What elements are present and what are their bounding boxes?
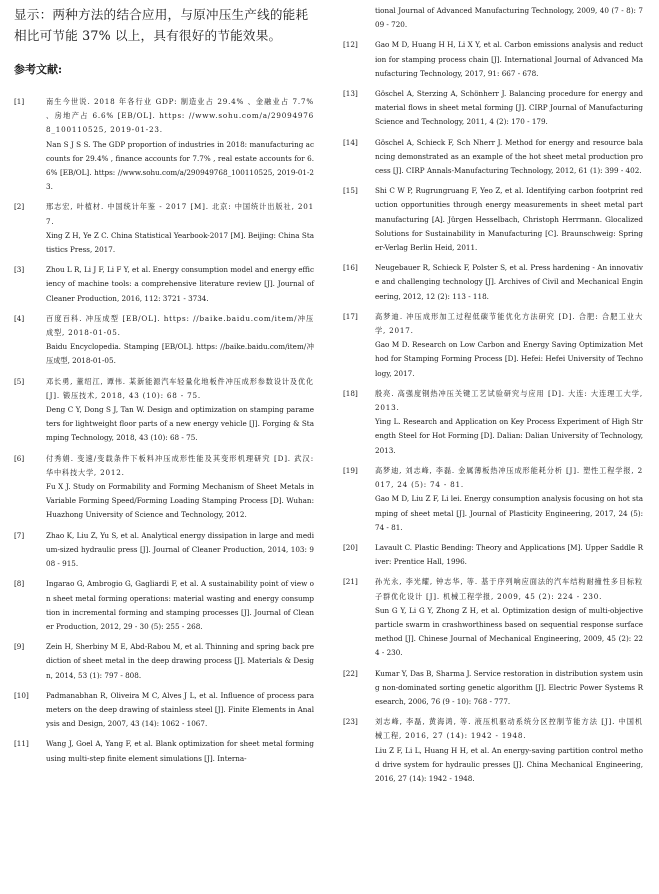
reference-number: [5] (14, 376, 25, 386)
reference-text: 邢志宏, 叶植材. 中国统计年鉴 - 2017 [M]. 北京: 中国统计出版社, 2017. (46, 202, 314, 226)
reference-number: [23] (343, 717, 358, 727)
reference-number: [19] (343, 465, 358, 475)
reference-item (343, 261, 643, 304)
reference-text: 百度百科. 冲压成型 [EB/OL]. https: //baike.baidu.com/item/冲压成型, 2018-01-05. (46, 313, 314, 338)
reference-item (14, 95, 314, 194)
reference-text: Ying L. Research and Application on Key Process Experiment of High Strength Steel for Hot Forming [D]. Dalian: Dalian University of Technology, 2013. (375, 417, 643, 455)
reference-number: [16] (343, 263, 358, 273)
reference-number: [8] (14, 579, 25, 589)
reference-item (14, 375, 314, 446)
reference-item (343, 4, 643, 32)
reference-text: Baidu Encyclopedia. Stamping [EB/OL]. https: //baike.baidu.com/item/冲压成型, 2018-01-05. (46, 342, 314, 366)
intro-paragraph: 显示：两种方法的结合应用，与原冲压生产线的能耗相比可节能 37% 以上，具有很好的节能效果。 (14, 7, 309, 43)
reference-text: Gao M D, Huang H H, Li X Y, et al. Carbon emissions analysis and reduction for stamping process chain [J]. International Journal of Advanced Manufacturing Technology, 2017, 91: 667 - 678. (375, 40, 643, 78)
reference-text: Wang J, Goel A, Yang F, et al. Blank optimization for sheet metal forming using multi-step finite element simulations [J]. Interna- (46, 739, 314, 763)
reference-number: [17] (343, 311, 358, 321)
reference-item (14, 529, 314, 572)
reference-item (343, 387, 643, 458)
reference-item (14, 200, 314, 257)
reference-text: Shi C W P, Rugrungruang F, Yeo Z, et al. Identifying carbon footprint reduction opportunities through energy measurements in sheet metal part manufacturing [A]. Jürgen Hesselbach, Christoph Herrmann. Glocalized Solutions for Sustainability in Manufacturing [C]. Braunschweig: Springer-Verlag Berlin Heid, 2011. (375, 186, 643, 253)
reference-number: [12] (343, 40, 358, 50)
reference-item (14, 452, 314, 523)
reference-text: 付秀娟. 变速/变载条件下板料冲压成形性能及其变形机理研究 [D]. 武汉: 华中科技大学, 2012. (46, 453, 314, 477)
reference-text: Kumar Y, Das B, Sharma J. Service restoration in distribution system using non-dominated sorting genetic algorithm [J]. Electric Power Systems Research, 2006, 76 (9 - 10): 768 - 777. (375, 668, 643, 706)
reference-number: [22] (343, 668, 358, 678)
reference-text: Göschel A, Sterzing A, Schönherr J. Balancing procedure for energy and material flows in sheet metal forming [J]. CIRP Journal of Manufacturing Science and Technology, 2011, 4 (2): 170 - 179. (375, 89, 643, 127)
reference-text: 南生今世说. 2018 年各行业 GDP: 制造业占 29.4% 、金融业占 7.7% 、房地产占 6.6% [EB/OL]. https: //www.sohu.com/a/290949768_100110525, 2019-01-23. (46, 97, 314, 135)
reference-text: Xing Z H, Ye Z C. China Statistical Yearbook-2017 [M]. Beijing: China Statistics Press, 2017. (46, 230, 314, 255)
reference-number: [14] (343, 137, 358, 147)
reference-text: 高梦迪, 刘志峰, 李磊. 金属薄板热冲压成形能耗分析 [J]. 塑性工程学报, 2017, 24 (5): 74 - 81. (375, 465, 643, 490)
reference-number: [21] (343, 577, 358, 587)
reference-text: 孙光永, 李光耀, 钟志华, 等. 基于序列响应面法的汽车结构耐撞性多目标粒子群优化设计 [J]. 机械工程学报, 2009, 45 (2): 224 - 230. (375, 577, 643, 601)
reference-text: Zhao K, Liu Z, Yu S, et al. Analytical energy dissipation in large and medium-sized hydraulic press [J]. Journal of Cleaner Production, 2014, 103: 908 - 915. (46, 530, 314, 569)
reference-text: Lavault C. Plastic Bending: Theory and Applications [M]. Upper Saddle River: Prentice Hall, 1996. (375, 542, 643, 567)
reference-number: [11] (14, 739, 29, 749)
reference-item (343, 38, 643, 81)
reference-text: Nan S J S S. The GDP proportion of industries in 2018: manufacturing accounts for 29.4% , finance accounts for 7.7% , real estate accounts for 6.6% [EB/OL]. https: //www.sohu.com/a/290949768_100110525, 2019-01-23. (46, 139, 314, 192)
reference-item (343, 87, 643, 130)
reference-item (343, 184, 643, 255)
reference-number: [7] (14, 530, 25, 540)
reference-text: Ingarao G, Ambrogio G, Gagliardi F, et al. A sustainability point of view on sheet metal forming operations: material wasting and energy consumption in incremental forming and stamping processes [J]. Journal of Cleaner Production, 2012, 29 - 30 (5): 255 - 268. (46, 579, 314, 631)
reference-item (14, 640, 314, 683)
reference-text: Gao M D, Liu Z F, Li lei. Energy consumption analysis focusing on hot stamping of sheet metal [J]. Journal of Plasticity Engineering, 2017, 24 (5): 74 - 81. (375, 494, 643, 532)
reference-number: [1] (14, 97, 25, 106)
reference-item (343, 667, 643, 710)
reference-item (14, 737, 314, 765)
left-reference-list (14, 95, 314, 766)
reference-text: Fu X J. Study on Formability and Forming Mechanism of Sheet Metals in Variable Forming Speed/Forming Loading Stamping Process [D]. Wuhan: Huazhong University of Science and Technology, 2012. (46, 482, 314, 520)
right-reference-list (343, 4, 643, 786)
reference-text: Sun G Y, Li G Y, Zhong Z H, et al. Optimization design of multi-objective particle swarm in crashworthiness based on sequential response surface method [J]. Chinese Journal of Mechanical Engineering, 2009, 45 (2): 224 - 230. (375, 605, 643, 658)
reference-text: Göschel A, Schieck F, Sch Nherr J. Method for energy and resource balancing demonstrated as an example of the hot sheet metal production process [J]. CIRP Annals-Manufacturing Technology, 2012, 61 (1): 399 - 402. (375, 137, 643, 176)
reference-item (14, 312, 314, 369)
reference-text: Zhou L R, Li J F, Li F Y, et al. Energy consumption model and energy efficiency of machine tools: a comprehensive literature review [J]. Journal of Cleaner Production, 2016, 112: 3721 - 3734. (46, 265, 314, 303)
reference-item (14, 263, 314, 306)
reference-text: Zein H, Sherbiny M E, Abd-Rabou M, et al. Thinning and spring back prediction of sheet metal in the deep drawing process [J]. Materials & Design, 2014, 53 (1): 797 - 808. (46, 642, 314, 680)
reference-item (343, 310, 643, 381)
reference-text: 邓长勇, 董绍江, 谭伟. 某新能源汽车轻量化地板件冲压成形参数设计及优化 [J]. 锻压技术, 2018, 43 (10): 68 - 75. (46, 376, 314, 400)
reference-text: Gao M D. Research on Low Carbon and Energy Saving Optimization Method for Stamping Forming Process [D]. Hefei: Hefei University of Technology, 2017. (375, 340, 643, 378)
reference-number: [9] (14, 642, 25, 652)
reference-text: 刘志峰, 李磊, 黄海鸿, 等. 液压机驱动系统分区控制节能方法 [J]. 中国机械工程, 2016, 27 (14): 1942 - 1948. (375, 717, 643, 741)
reference-number: [6] (14, 453, 25, 463)
reference-item (343, 541, 643, 569)
reference-number: [10] (14, 690, 29, 700)
left-column (14, 0, 314, 772)
reference-item (343, 464, 643, 535)
reference-number: [2] (14, 202, 25, 212)
right-column (343, 0, 643, 792)
reference-text: Neugebauer R, Schieck F, Polster S, et al. Press hardening - An innovative and challenging technology [J]. Archives of Civil and Mechanical Engineering, 2012, 12 (2): 113 - 118. (375, 263, 643, 301)
reference-number: [3] (14, 265, 25, 275)
reference-number: [15] (343, 186, 358, 196)
reference-item (14, 689, 314, 732)
reference-item (14, 577, 314, 634)
reference-number: [20] (343, 542, 358, 552)
reference-text: Liu Z F, Li L, Huang H H, et al. An energy-saving partition control method drive system for hydraulic presses [J]. China Mechanical Engineering, 2016, 27 (14): 1942 - 1948. (375, 745, 643, 783)
reference-number: [4] (14, 313, 25, 323)
reference-number: [13] (343, 89, 358, 99)
reference-text: Padmanabhan R, Oliveira M C, Alves J L, et al. Influence of process parameters on the deep drawing of stainless steel [J]. Finite Elements in Analysis and Design, 2007, 43 (14): 1062 - 1067. (46, 690, 314, 729)
references-heading: 参考文献: (14, 63, 63, 76)
reference-text: 殷亮. 高强度钢热冲压关键工艺试验研究与应用 [D]. 大连: 大连理工大学, 2013. (375, 388, 643, 413)
reference-text: 高梦迪. 冲压成形加工过程低碳节能优化方法研究 [D]. 合肥: 合肥工业大学, 2017. (375, 311, 643, 336)
reference-text: Deng C Y, Dong S J, Tan W. Design and optimization on stamping parameters for lightweight floor parts of a new energy vehicle [J]. Forging & Stamping Technology, 2018, 43 (10): 68 - 75. (46, 405, 314, 443)
reference-item (343, 575, 643, 660)
reference-item (343, 136, 643, 179)
reference-item (343, 715, 643, 786)
reference-number: [18] (343, 388, 358, 398)
reference-text: tional Journal of Advanced Manufacturing Technology, 2009, 40 (7 - 8): 709 - 720. (375, 6, 643, 30)
